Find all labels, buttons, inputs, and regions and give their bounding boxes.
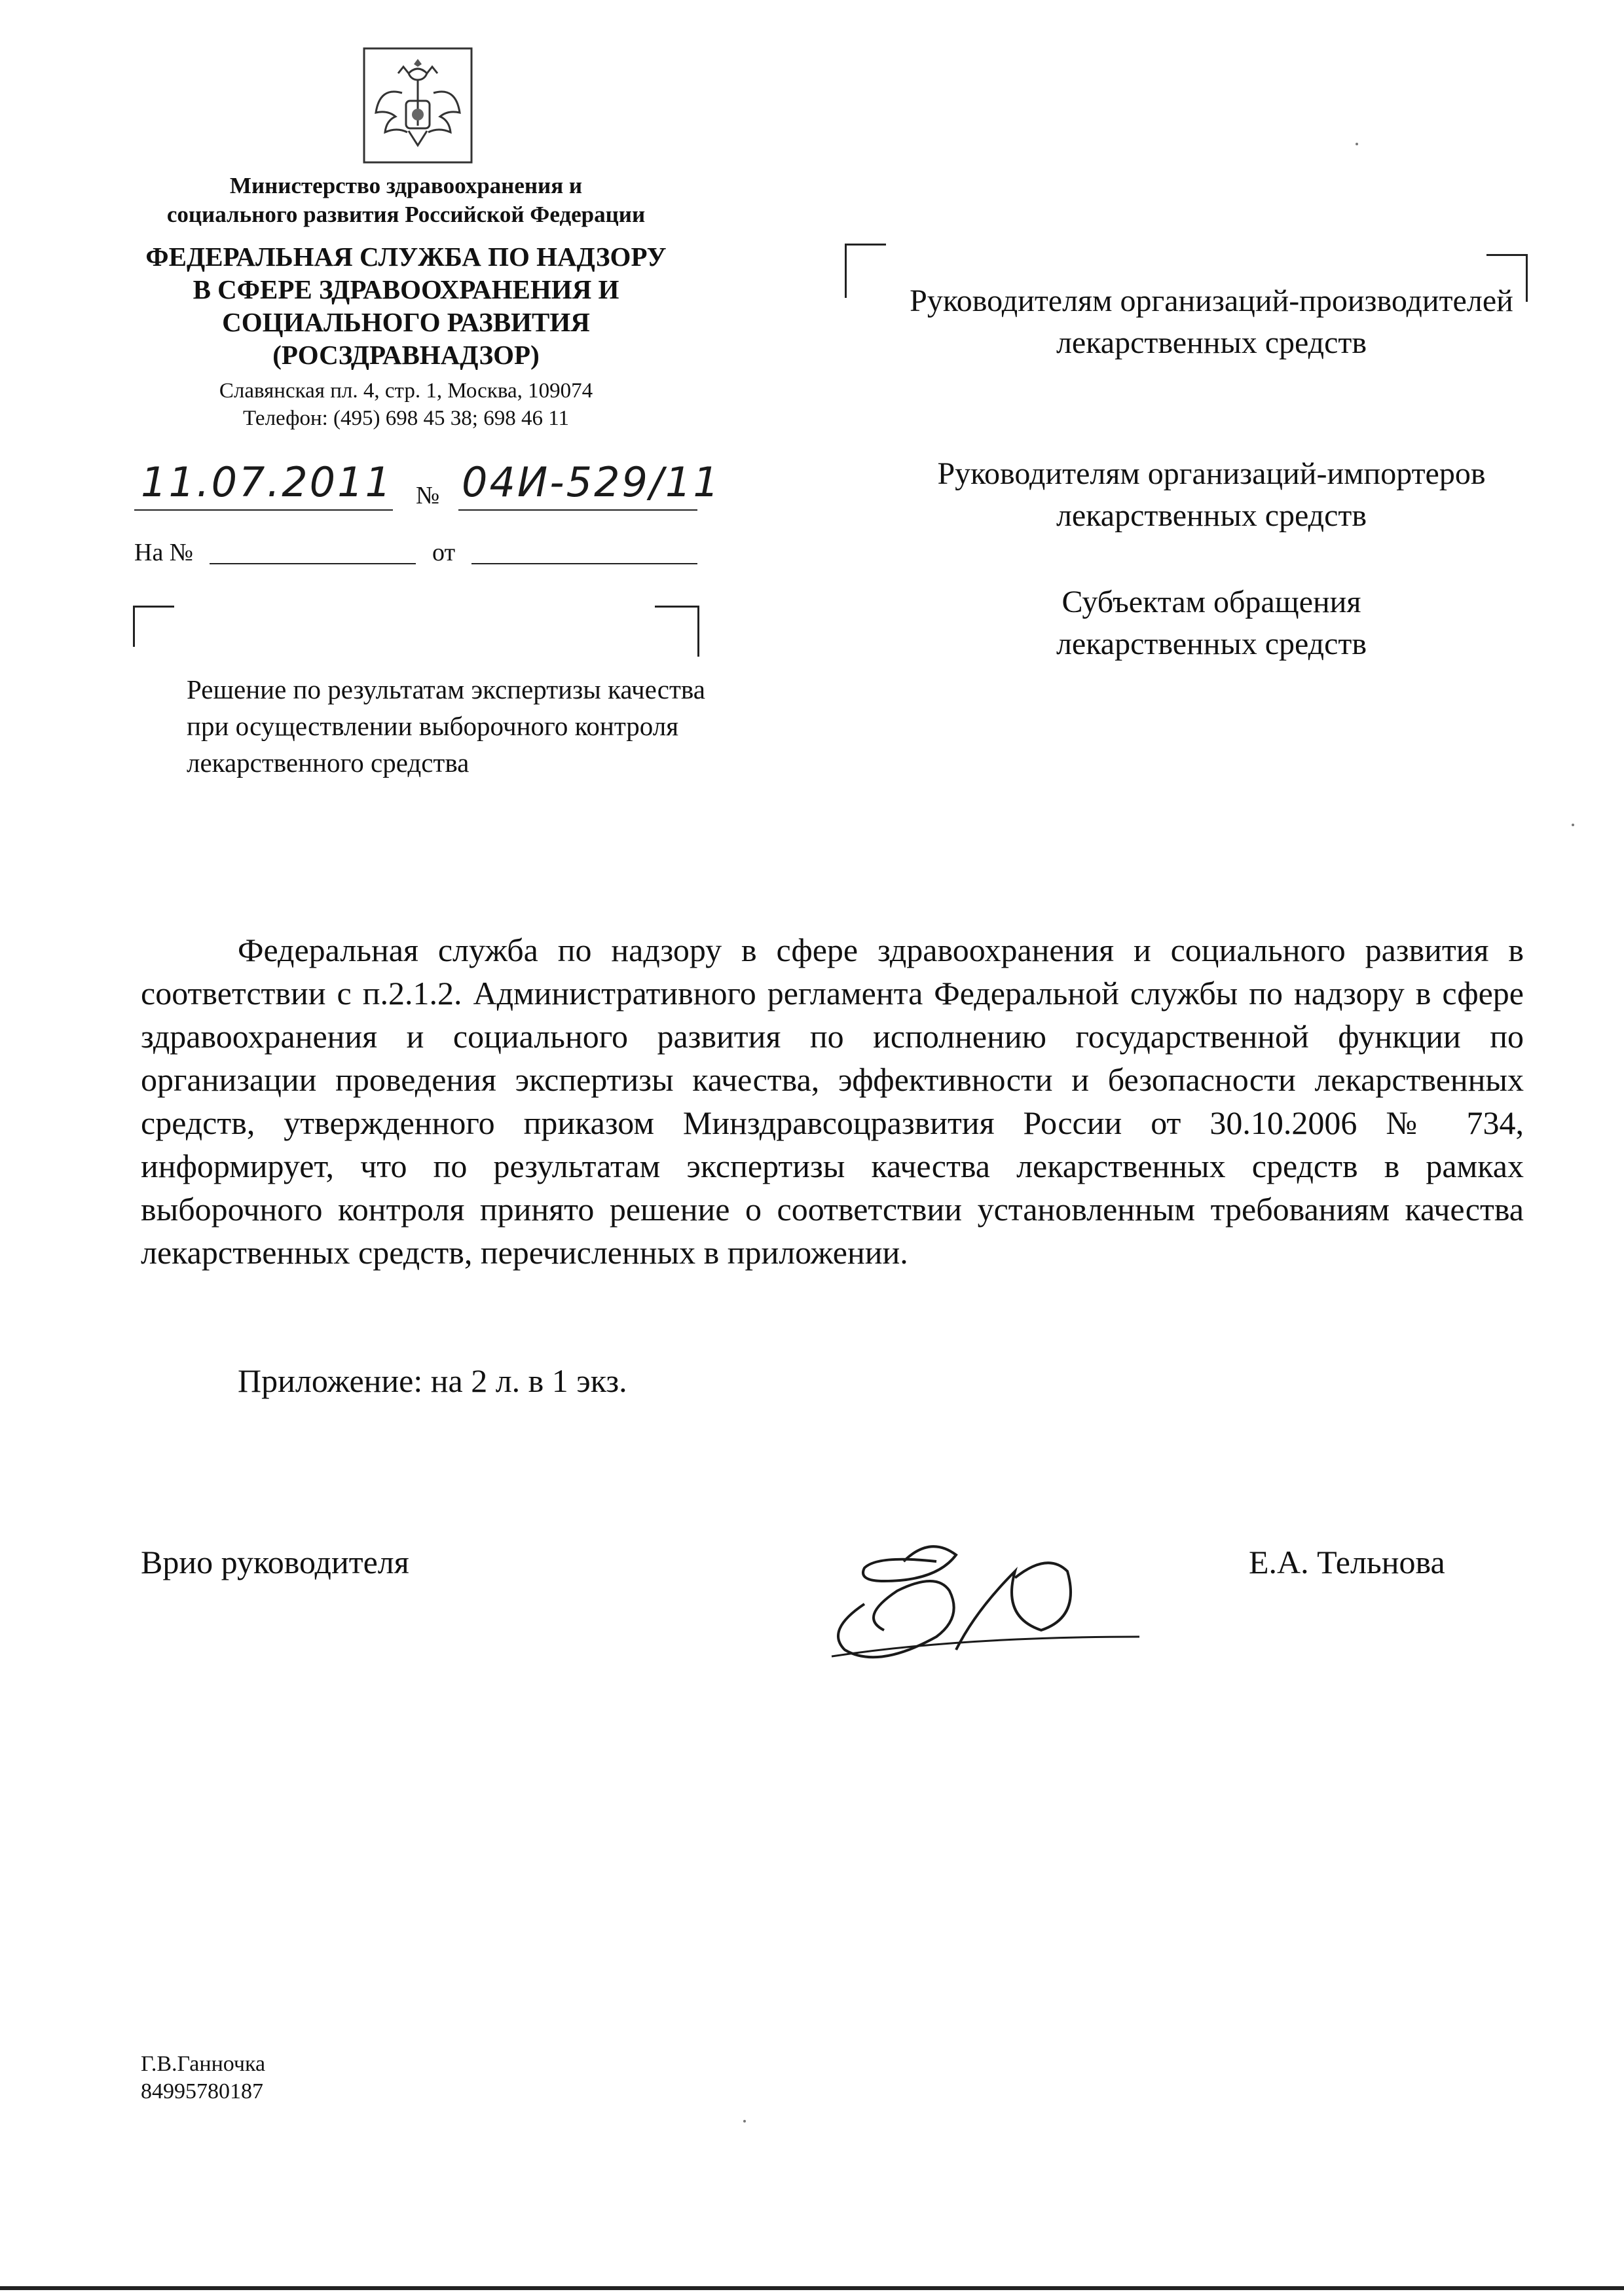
document-number: 04И-529/11 [462,458,721,506]
document-date: 11.07.2011 [141,458,393,506]
scan-speck [1356,143,1358,145]
executor-phone: 84995780187 [141,2079,263,2104]
addressee-importers: Руководителям организаций-импортеров лекарственных средств [937,456,1486,533]
ministry-name: Министерство здравоохранения и [229,173,583,198]
handwritten-signature [805,1525,1146,1676]
addressee-manufacturers: Руководителям организаций-производителей лекарственных средств [910,283,1513,360]
reply-date-line [471,563,697,564]
reply-number-line [210,563,416,564]
body-paragraph: Федеральная служба по надзору в сфере здравоохранения и социального развития в соответствии с п.2.1.2. Административного регламента Федеральной службы по надзору в сфере здравоохранения и социального развития по исполнению государственной функции по организации проведения экспертизы качества, эффективности и безопасности лекарственных средств, утвержденного приказом Минздравсоцразвития России от 30.10.2006 № 734, информирует, что по результатам экспертизы качества лекарственных средств в рамках выборочного контроля принято решение о соответствии установленным требованиям качества лекарственных средств, перечисленных в приложении. [141,932,1524,1271]
service-name-line3: СОЦИАЛЬНОГО РАЗВИТИЯ [222,307,590,337]
page-bottom-rule [0,2286,1624,2290]
addressee-subjects: Субъектам обращения лекарственных средств [1056,585,1367,661]
scan-speck [743,2120,746,2123]
number-label: № [416,482,440,509]
service-name-line2: В СФЕРЕ ЗДРАВООХРАНЕНИЯ И [193,274,619,304]
scan-speck [1572,824,1574,826]
service-address: Славянская пл. 4, стр. 1, Москва, 109074 [219,379,593,403]
service-phone: Телефон: (495) 698 45 38; 698 46 11 [243,407,569,430]
signatory-title: Врио руководителя [141,1544,409,1580]
coat-of-arms-icon [363,47,473,164]
subject-bracket-left [133,606,174,647]
number-underline [458,509,697,511]
document-subject: Решение по результатам экспертизы качества при осуществлении выборочного контроля лекарственного средства [187,674,705,778]
reply-number-label: На № [134,539,194,566]
executor-name: Г.В.Ганночка [141,2052,266,2076]
service-name: ФЕДЕРАЛЬНАЯ СЛУЖБА ПО НАДЗОРУ [145,242,667,272]
service-abbreviation: (РОСЗДРАВНАДЗОР) [272,340,540,370]
signatory-name: Е.А. Тельнова [1249,1544,1445,1580]
ministry-name-line2: социального развития Российской Федерации [166,202,646,227]
subject-bracket-right [655,606,699,657]
date-underline [134,509,393,511]
reply-from-label: от [432,539,456,566]
attachment-note: Приложение: на 2 л. в 1 экз. [238,1362,627,1399]
